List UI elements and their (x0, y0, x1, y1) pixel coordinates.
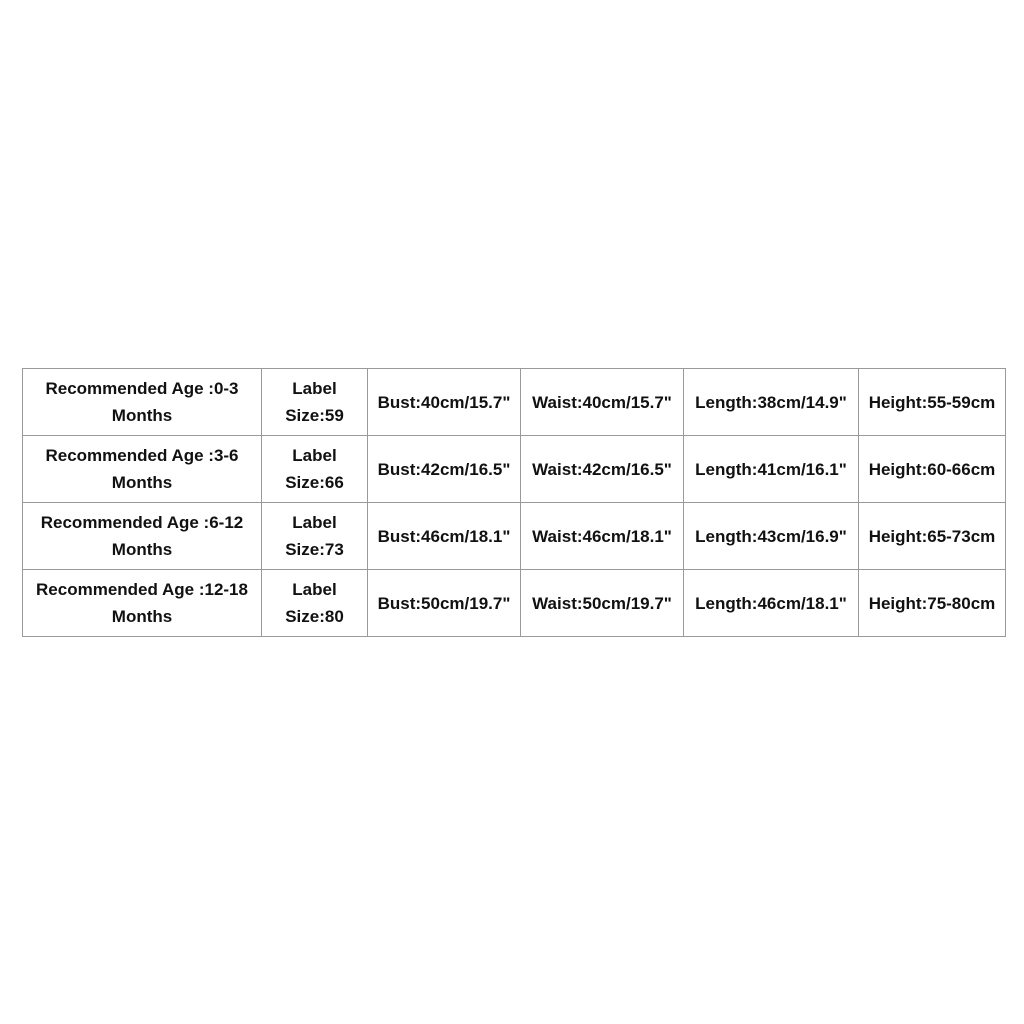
size-text: Size:66 (285, 473, 344, 492)
label-size-cell (262, 503, 368, 570)
table-row (23, 570, 1006, 637)
bust-cell: Bust:40cm/15.7" (368, 369, 521, 436)
waist-cell: Waist:46cm/18.1" (521, 503, 684, 570)
age-cell (23, 570, 262, 637)
age-unit-text: Months (111, 540, 173, 559)
age-text: Recommended Age :0-3 (45, 379, 239, 398)
length-cell: Length:43cm/16.9" (684, 503, 859, 570)
label-size-cell (262, 369, 368, 436)
bust-cell: Bust:42cm/16.5" (368, 436, 521, 503)
age-cell (23, 503, 262, 570)
height-cell: Height:65-73cm (859, 503, 1006, 570)
table-row (23, 369, 1006, 436)
waist-cell: Waist:40cm/15.7" (521, 369, 684, 436)
age-text: Recommended Age :3-6 (45, 446, 239, 465)
size-text: Size:80 (285, 607, 344, 626)
size-text: Size:73 (285, 540, 344, 559)
age-unit-text: Months (111, 607, 173, 626)
height-cell: Height:75-80cm (859, 570, 1006, 637)
age-unit-text: Months (111, 406, 173, 425)
table-row (23, 503, 1006, 570)
label-text: Label (292, 513, 337, 532)
label-text: Label (292, 580, 337, 599)
size-chart-table (22, 368, 1006, 637)
waist-cell: Waist:42cm/16.5" (521, 436, 684, 503)
label-size-cell (262, 570, 368, 637)
waist-cell: Waist:50cm/19.7" (521, 570, 684, 637)
age-cell (23, 436, 262, 503)
length-cell: Length:41cm/16.1" (684, 436, 859, 503)
label-size-cell (262, 436, 368, 503)
age-text: Recommended Age :12-18 (36, 580, 248, 599)
age-unit-text: Months (111, 473, 173, 492)
age-text: Recommended Age :6-12 (40, 513, 244, 532)
bust-cell: Bust:50cm/19.7" (368, 570, 521, 637)
size-text: Size:59 (285, 406, 344, 425)
label-text: Label (292, 446, 337, 465)
bust-cell: Bust:46cm/18.1" (368, 503, 521, 570)
table-row (23, 436, 1006, 503)
length-cell: Length:38cm/14.9" (684, 369, 859, 436)
age-cell (23, 369, 262, 436)
length-cell: Length:46cm/18.1" (684, 570, 859, 637)
height-cell: Height:60-66cm (859, 436, 1006, 503)
height-cell: Height:55-59cm (859, 369, 1006, 436)
label-text: Label (292, 379, 337, 398)
